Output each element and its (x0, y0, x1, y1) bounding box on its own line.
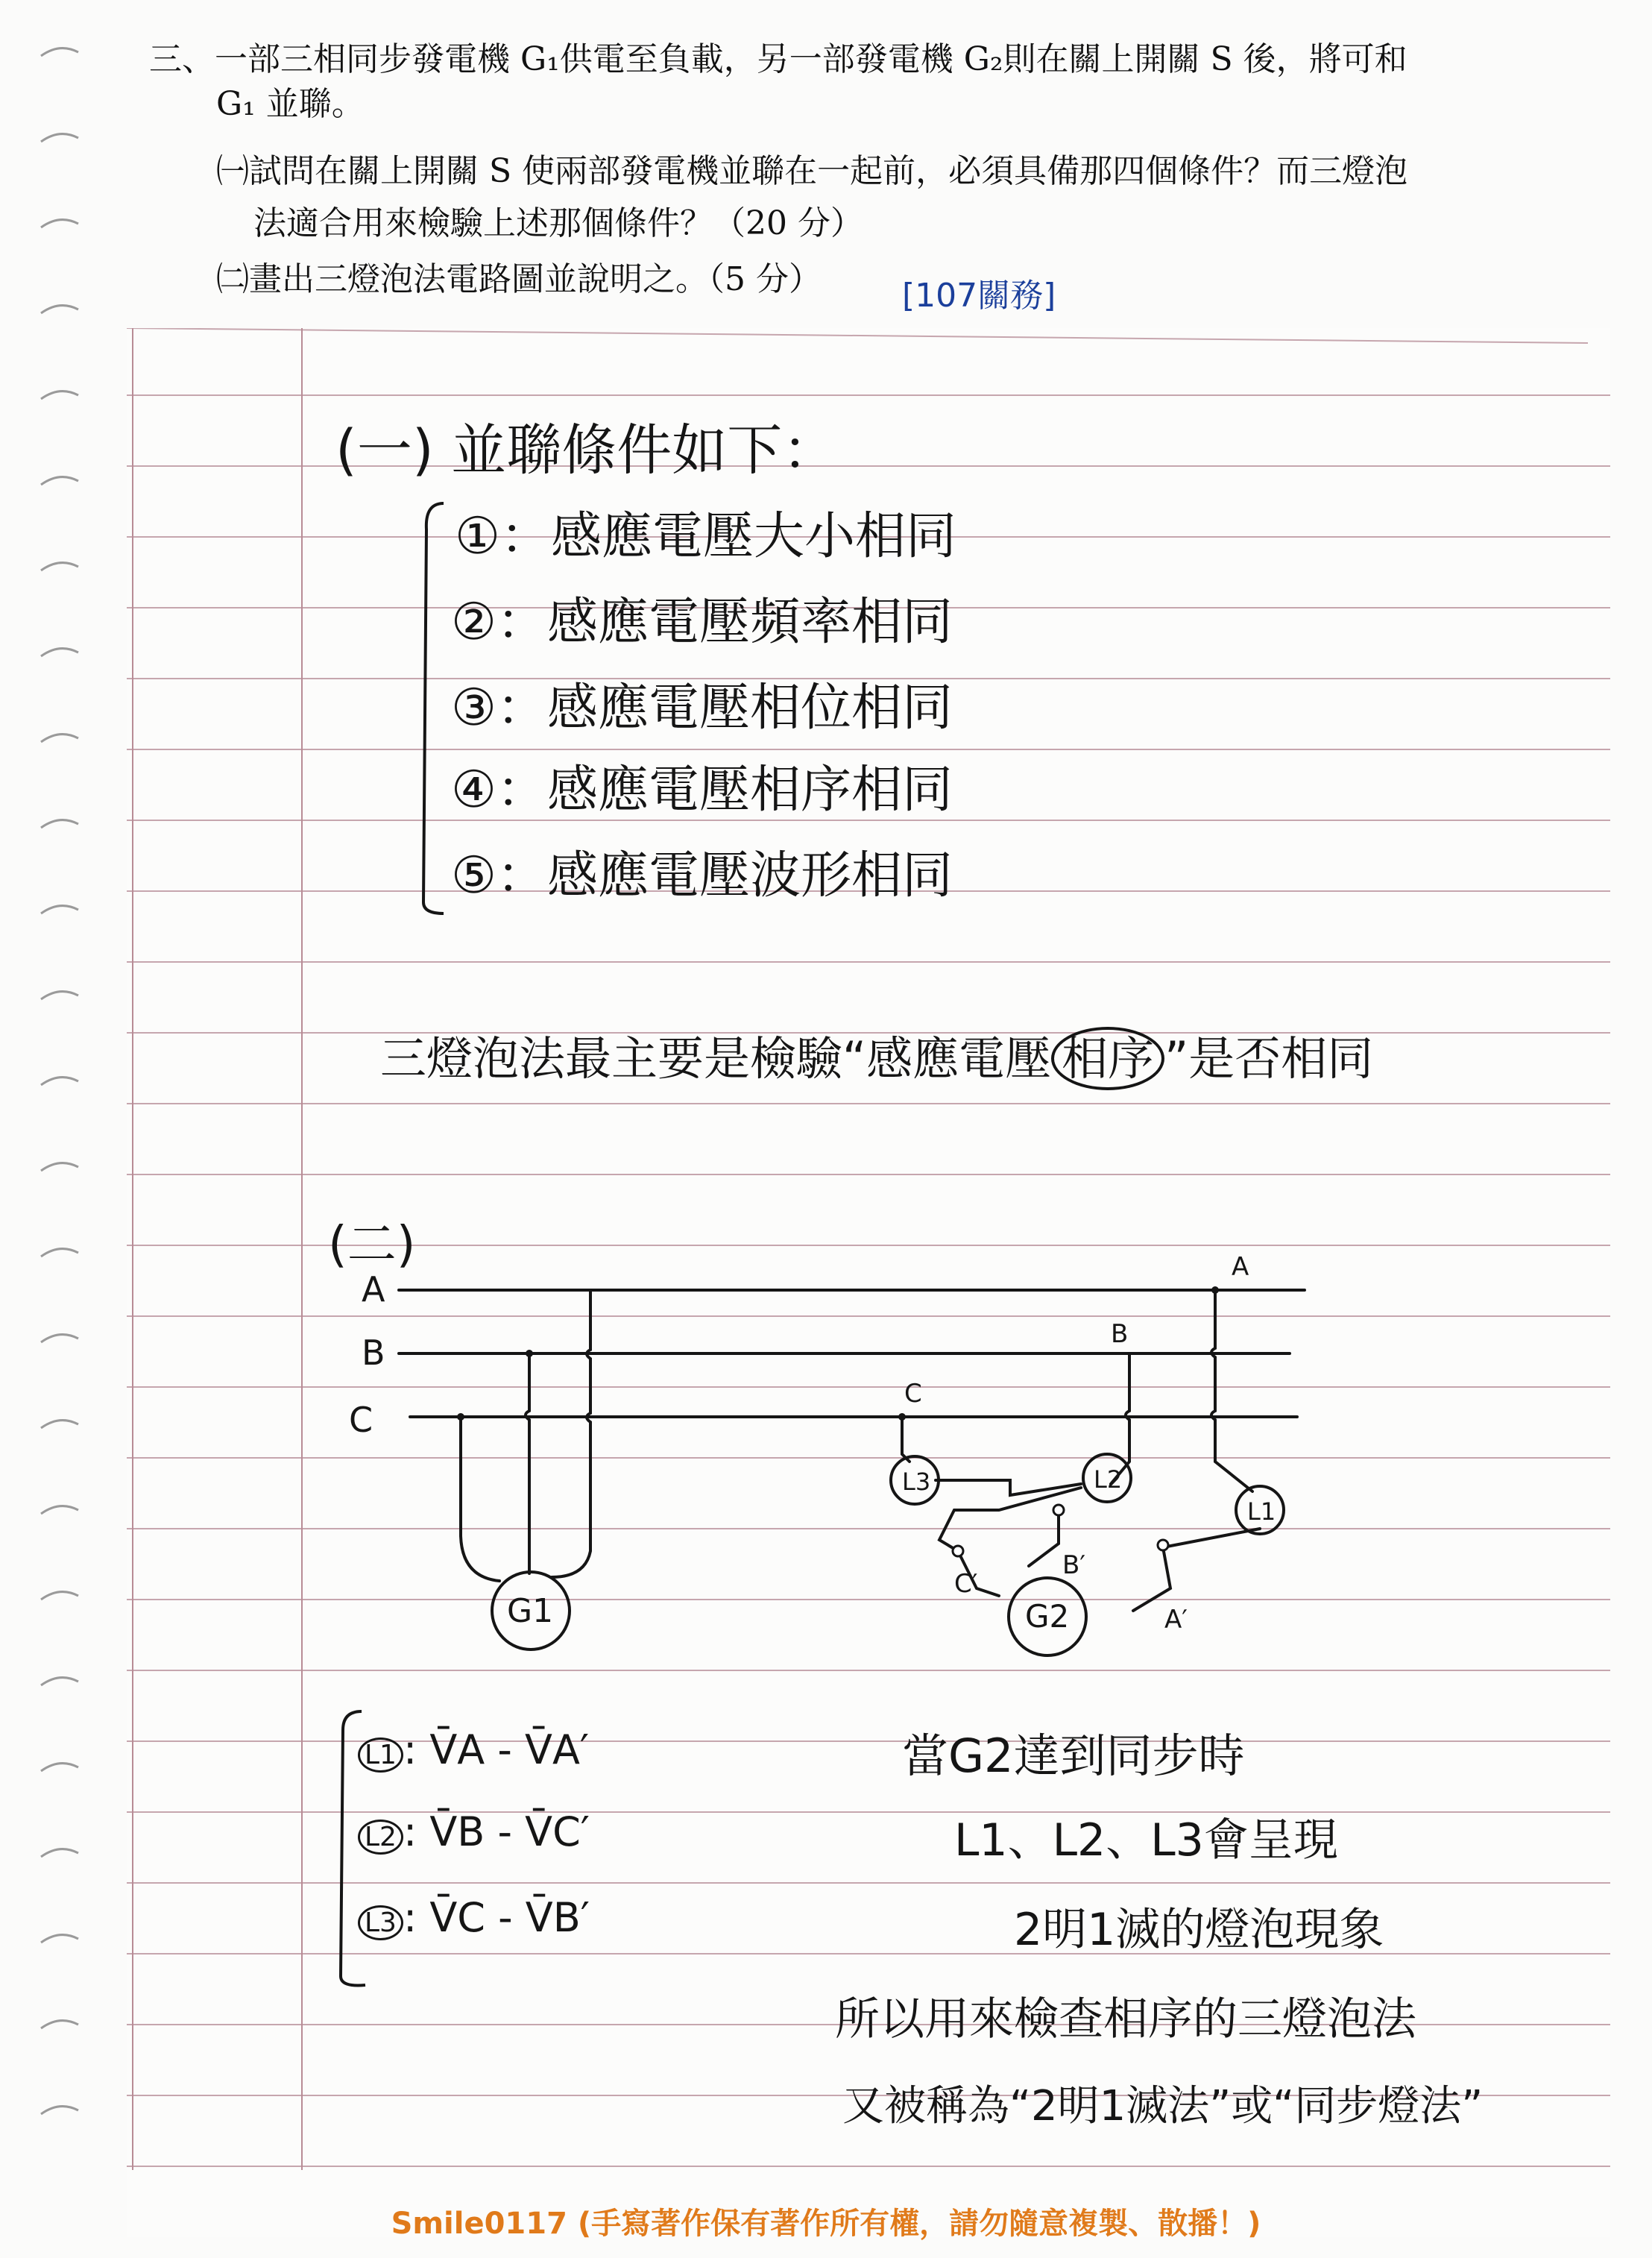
question-part1-line-1: ㈠試問在關上開關 S 使兩部發電機並聯在一起前，必須具備那四個條件？而三燈泡 (216, 152, 1408, 190)
three-lamp-note (380, 1022, 1373, 1088)
formula-l3-lamp: L3 (358, 1905, 403, 1940)
conditions-bracket (417, 500, 447, 917)
explain-line-1: 當G2達到同步時 (902, 1729, 1245, 1783)
answer1-heading: (一) 並聯條件如下： (335, 418, 838, 482)
label-a-prime: A′ (1164, 1605, 1188, 1635)
label-l1: L1 (1247, 1497, 1276, 1526)
formula-l1 (358, 1726, 589, 1773)
three-lamp-circuit (328, 1238, 1372, 1700)
source-tag: [107關務] (902, 277, 1056, 315)
question-line-1: 三、一部三相同步發電機 G₁供電至負載，另一部發電機 G₂則在關上開關 S 後，將可和 (149, 40, 1407, 78)
binder-ring-marks (0, 0, 104, 2258)
formula-l3 (358, 1894, 590, 1941)
g1-wire-c (461, 1417, 499, 1581)
copyright-footer: Smile0117 (手寫著作保有著作所有權，請勿隨意複製、散播！) (391, 2207, 1261, 2241)
answer2-heading: (二) (328, 1216, 416, 1273)
question-line-2: G₁ 並聯。 (216, 85, 365, 123)
condition-3: ③：感應電壓相位相同 (451, 679, 953, 738)
label-bus-c: C (349, 1400, 373, 1440)
b-prime-lead (1029, 1514, 1059, 1566)
tap-a (1211, 1290, 1252, 1491)
g1-wire-a (552, 1290, 590, 1577)
label-a-top: A (1232, 1252, 1249, 1282)
explain-line-4: 所以用來檢查相序的三燈泡法 (835, 1993, 1416, 2045)
question-part2: ㈡畫出三燈泡法電路圖並說明之。（5 分） (216, 260, 822, 298)
condition-2: ②：感應電壓頻率相同 (451, 593, 953, 652)
formula-l2-expr: : V̄B - V̄C′ (403, 1808, 590, 1855)
question-part1-line-2: 法適合用來檢驗上述那個條件？（20 分） (253, 204, 863, 242)
label-b-prime: B′ (1062, 1550, 1086, 1580)
label-l2: L2 (1094, 1465, 1123, 1494)
label-c-prime: C′ (954, 1569, 978, 1599)
note-circled: 相序 (1051, 1027, 1164, 1090)
formula-l2-lamp: L2 (358, 1820, 403, 1855)
l1-to-a-prime (1133, 1529, 1260, 1611)
explain-line-5: 又被稱為“2明1滅法”或“同步燈法” (842, 2082, 1484, 2130)
label-l3: L3 (902, 1468, 931, 1496)
condition-1: ①：感應電壓大小相同 (455, 507, 956, 566)
note-prefix: 三燈泡法最主要是檢驗“感應電壓 (380, 1031, 1052, 1086)
label-bus-a: A (362, 1269, 385, 1309)
label-b-top: B (1111, 1319, 1129, 1349)
label-c-top: C (904, 1379, 922, 1409)
label-g2: G2 (1025, 1598, 1070, 1635)
label-g1: G1 (507, 1592, 554, 1630)
formula-l1-lamp: L1 (358, 1737, 403, 1773)
g1-wire-b (526, 1353, 529, 1573)
condition-5: ⑤：感應電壓波形相同 (451, 846, 953, 905)
condition-4: ④：感應電壓相序相同 (451, 761, 953, 820)
label-bus-b: B (362, 1333, 385, 1373)
explain-line-2: L1、L2、L3會呈現 (954, 1814, 1338, 1867)
note-suffix: ”是否相同 (1164, 1031, 1374, 1086)
formula-l2 (358, 1808, 590, 1855)
formula-l3-expr: : V̄C - V̄B′ (403, 1894, 590, 1941)
formula-l1-expr: : V̄A - V̄A′ (403, 1726, 590, 1773)
tap-c (902, 1417, 909, 1462)
explain-line-3: 2明1滅的燈泡現象 (1014, 1904, 1384, 1956)
